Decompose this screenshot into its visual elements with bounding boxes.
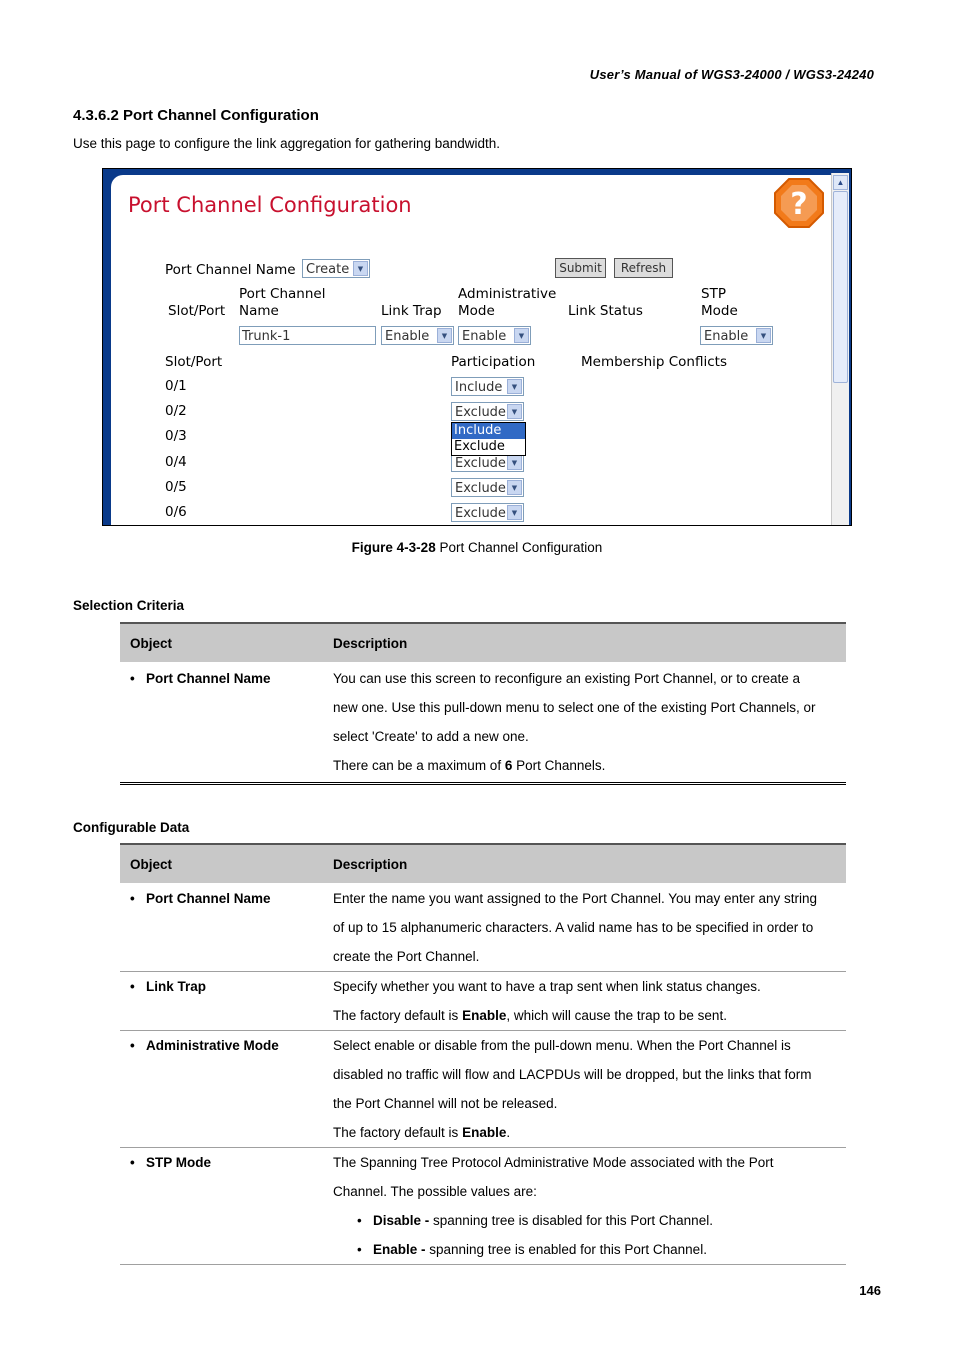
configurable-data-table: [120, 843, 846, 1265]
figure-caption: [0, 540, 954, 555]
link-trap-select[interactable]: [381, 326, 454, 345]
header-admin-1: Administrative: [458, 286, 557, 302]
desc-line: disabled no traffic will flow and LACPDUs will be dropped, but the links that form: [333, 1067, 812, 1082]
stp-mode-value: Enable: [704, 329, 749, 344]
dropdown-option-exclude[interactable]: Exclude: [454, 439, 505, 454]
participation-select[interactable]: [451, 478, 524, 497]
dropdown-option-include[interactable]: Include: [452, 423, 525, 439]
text-bold: Enable: [462, 1008, 507, 1023]
admin-mode-select[interactable]: [458, 326, 531, 345]
page-number: 146: [859, 1283, 881, 1298]
intro-text: Use this page to configure the link aggregation for gathering bandwidth.: [73, 136, 501, 151]
text: The factory default is: [333, 1008, 463, 1023]
chevron-down-icon: ▼: [756, 328, 771, 343]
text: The factory default is: [333, 1125, 463, 1140]
port-label: 0/3: [165, 428, 187, 445]
stp-mode-select[interactable]: [700, 326, 773, 345]
port-channel-select-value: Create: [306, 262, 350, 277]
caption-text: Port Channel Configuration: [435, 540, 603, 555]
participation-select[interactable]: [451, 377, 524, 396]
chevron-down-icon: ▼: [507, 505, 522, 520]
desc-line: select 'Create' to add a new one.: [333, 729, 529, 744]
table-row: • Port Channel Name Enter the name you want assigned to the Port Channel. You may enter any string of up to 15 alphanumeric characters. A valid name has to be specified in order to create the Port Channel.: [120, 883, 846, 972]
member-header-slot-port: Slot/Port: [165, 354, 223, 370]
chevron-down-icon: ▼: [507, 455, 522, 470]
admin-mode-value: Enable: [462, 329, 507, 344]
chevron-down-icon: ▼: [514, 328, 529, 343]
desc-line: the Port Channel will not be released.: [333, 1096, 558, 1111]
selection-criteria-table: [120, 622, 846, 785]
port-channel-select[interactable]: [302, 259, 370, 278]
submit-button[interactable]: Submit: [555, 258, 606, 278]
text: , which will cause the trap to be sent.: [506, 1008, 727, 1023]
col-object: Object: [120, 623, 323, 662]
configurable-data-heading: Configurable Data: [73, 820, 190, 835]
desc-line: Channel. The possible values are:: [333, 1184, 537, 1199]
port-label: 0/4: [165, 453, 187, 470]
object-name: Port Channel Name: [146, 671, 271, 686]
desc-line: [333, 751, 838, 780]
chevron-down-icon: ▼: [507, 404, 522, 419]
port-label: 0/2: [165, 403, 187, 420]
section-title: 4.3.6.2 Port Channel Configuration: [73, 107, 319, 124]
header-pc-name-1: Port Channel: [239, 286, 326, 302]
text: spanning tree is disabled for this Port Channel.: [429, 1213, 713, 1228]
col-object: Object: [120, 844, 323, 883]
help-icon[interactable]: [771, 175, 827, 231]
header-stp-2: Mode: [701, 303, 738, 319]
member-header-participation: Participation: [451, 354, 536, 370]
screenshot-content: [111, 175, 833, 526]
object-name: Port Channel Name: [146, 891, 271, 906]
text: spanning tree is enabled for this Port Channel.: [425, 1242, 707, 1257]
participation-value: Exclude: [455, 480, 506, 496]
svg-text:?: ?: [790, 187, 808, 222]
desc-line: of up to 15 alphanumeric characters. A valid name has to be specified in order to: [333, 920, 814, 935]
participation-value: Exclude: [455, 455, 506, 471]
desc-line: new one. Use this pull-down menu to select one of the existing Port Channels, or: [333, 700, 816, 715]
table-row: • Link Trap Specify whether you want to have a trap sent when link status changes. The factory default is Enable, which will cause the trap to be sent.: [120, 972, 846, 1031]
screen-title: Port Channel Configuration: [128, 193, 412, 217]
chevron-down-icon: ▼: [353, 261, 368, 276]
desc-line: Select enable or disable from the pull-down menu. When the Port Channel is: [333, 1038, 791, 1053]
port-channel-name-label: Port Channel Name: [165, 262, 296, 278]
caption-label: Figure 4-3-28: [351, 540, 436, 555]
vertical-scrollbar[interactable]: [831, 173, 849, 526]
desc-line: [333, 1001, 838, 1030]
text-bold: 6: [504, 758, 513, 773]
table-row: • Administrative Mode Select enable or disable from the pull-down menu. When the Port Channel is disabled no traffic will flow and LACPDUs will be dropped, but the links that form the Port Channel will not be released. The factory default is Enable.: [120, 1031, 846, 1148]
object-name: Administrative Mode: [146, 1038, 279, 1053]
object-name: STP Mode: [146, 1155, 212, 1170]
text: There can be a maximum of: [333, 758, 505, 773]
member-header-conflicts: Membership Conflicts: [581, 354, 727, 370]
participation-select[interactable]: [451, 503, 524, 522]
port-label: 0/1: [165, 378, 187, 394]
link-trap-value: Enable: [385, 329, 430, 344]
desc-line: [333, 1118, 838, 1147]
header-pc-name-2: Name: [239, 303, 279, 319]
header-link-trap: Link Trap: [381, 303, 442, 319]
header-stp-1: STP: [701, 286, 726, 302]
participation-value: Exclude: [455, 506, 506, 521]
participation-dropdown-list[interactable]: [451, 422, 526, 456]
header-admin-2: Mode: [458, 303, 495, 319]
refresh-button[interactable]: Refresh: [614, 258, 673, 278]
participation-select[interactable]: [451, 402, 524, 421]
scroll-thumb[interactable]: [833, 191, 848, 383]
desc-bullet: • Enable - spanning tree is enabled for this Port Channel.: [357, 1242, 707, 1257]
screenshot-figure: [102, 168, 852, 526]
col-description: Description: [323, 623, 846, 662]
port-channel-name-input[interactable]: Trunk-1: [239, 326, 376, 345]
text-bold: Disable -: [373, 1213, 430, 1228]
desc-line: The Spanning Tree Protocol Administrative Mode associated with the Port: [333, 1155, 774, 1170]
selection-criteria-heading: Selection Criteria: [73, 598, 185, 613]
manual-header: User’s Manual of WGS3-24000 / WGS3-24240: [589, 67, 874, 82]
text-bold: Enable -: [373, 1242, 426, 1257]
text: .: [506, 1125, 511, 1140]
desc-line: Specify whether you want to have a trap sent when link status changes.: [333, 979, 761, 994]
table-row: • STP Mode The Spanning Tree Protocol Administrative Mode associated with the Port Channel. The possible values are: • Disable - spanning tree is disabled for this Port Channel. • Enable - spanning tree is enabled for this Port Channel.: [120, 1148, 846, 1265]
text: Port Channels.: [512, 758, 606, 773]
desc-line: Enter the name you want assigned to the Port Channel. You may enter any string: [333, 891, 818, 906]
header-slot-port: Slot/Port: [168, 303, 226, 319]
desc-line: You can use this screen to reconfigure an existing Port Channel, or to create a: [333, 671, 801, 686]
chevron-down-icon: ▼: [437, 328, 452, 343]
desc-bullet: • Disable - spanning tree is disabled for this Port Channel.: [357, 1213, 713, 1228]
participation-value: Include: [455, 380, 503, 395]
desc-line: create the Port Channel.: [333, 949, 480, 964]
header-link-status: Link Status: [568, 303, 643, 319]
participation-value: Exclude: [455, 405, 506, 421]
port-label: 0/5: [165, 478, 187, 495]
col-description: Description: [323, 844, 846, 883]
chevron-down-icon: ▼: [507, 379, 522, 394]
scroll-up-icon[interactable]: ▲: [833, 175, 848, 190]
chevron-down-icon: ▼: [507, 480, 522, 495]
table-row: • Port Channel Name You can use this screen to reconfigure an existing Port Channel, or to create a new one. Use this pull-down menu to select one of the existing Port Channels, or select 'Create' to add a new one. There can be a maximum of 6 Port Channels.: [120, 662, 846, 784]
object-name: Link Trap: [146, 979, 207, 994]
port-label: 0/6: [165, 504, 187, 520]
text-bold: Enable: [462, 1125, 507, 1140]
